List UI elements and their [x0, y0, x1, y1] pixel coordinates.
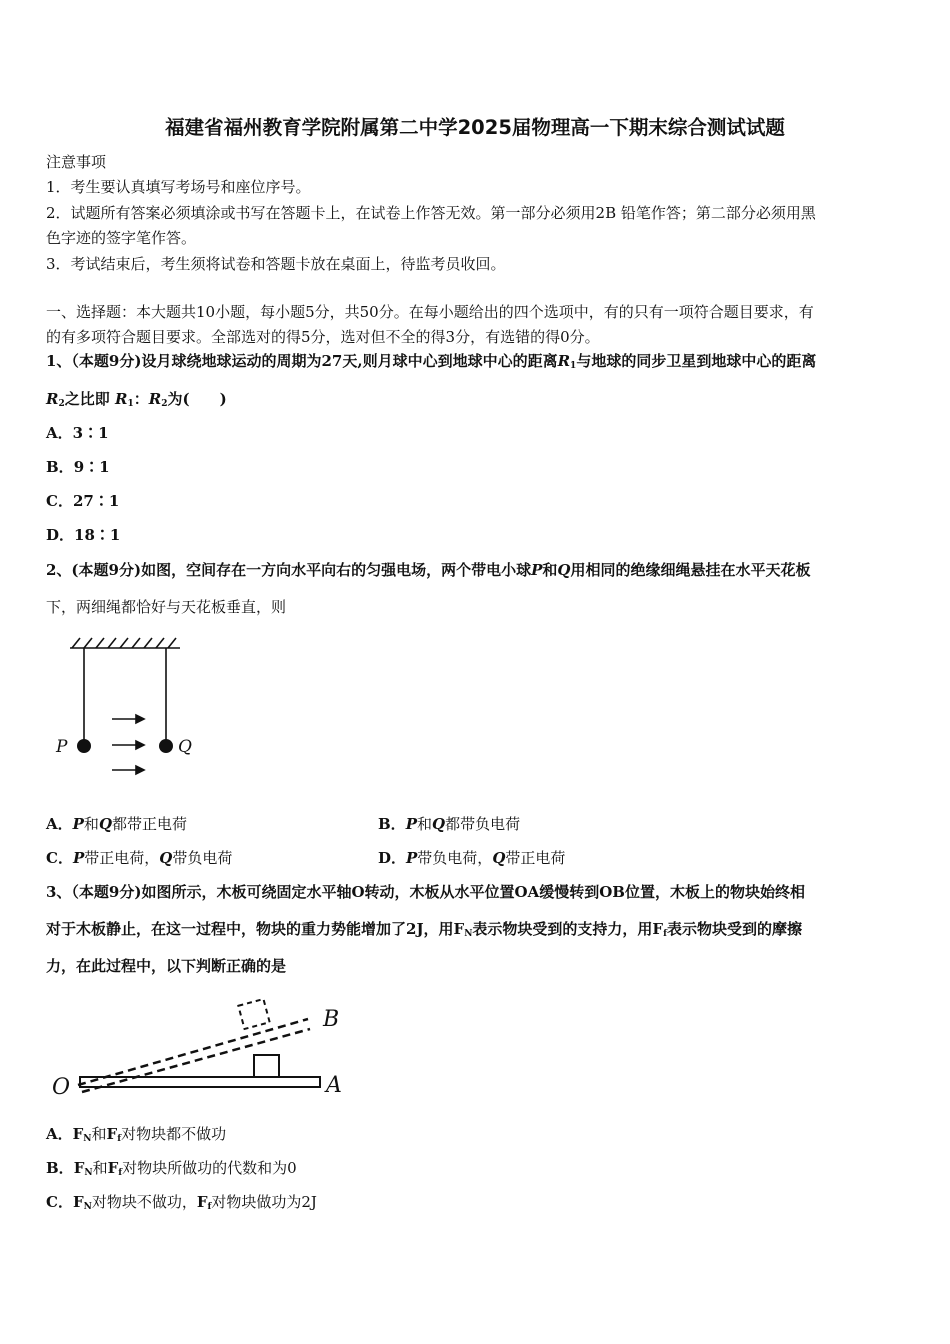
q2-stem-cont: 下，两细绳都恰好与天花板垂直，则	[46, 598, 287, 616]
section-intro: 的有多项符合题目要求。全部选对的得5分，选对但不全的得3分，有选错的得0分。	[46, 328, 600, 346]
q2-option-c[interactable]: C．P带正电荷，Q带负电荷	[46, 849, 233, 867]
block-on-oa	[254, 1055, 279, 1077]
q1-stem-cont: $R_2$之比即 $R_1$：$R_2$为( )	[46, 390, 227, 409]
q1-option-a[interactable]: A．3∶1	[46, 424, 109, 442]
q3-stem: 3、（本题9分)如图所示，木板可绕固定水平轴O转动，木板从水平位置OA缓慢转到OB位置，木板上的物块始终相	[46, 883, 805, 901]
board-oa	[80, 1077, 320, 1087]
q1-stem: 1、（本题9分)设月球绕地球运动的周期为27天,则月球中心到地球中心的距离$R_1$与地球的同步卫星到地球中心的距离	[46, 352, 817, 371]
notice-item: 3．考试结束后，考生须将试卷和答题卡放在桌面上，待监考员收回。	[46, 255, 506, 273]
q2-option-b[interactable]: B．P和Q都带负电荷	[378, 815, 521, 833]
q1-option-b[interactable]: B．9∶1	[46, 458, 110, 476]
label-b: B	[323, 1007, 340, 1032]
label-a: A	[326, 1073, 342, 1098]
q2-figure	[50, 632, 210, 782]
q3-option-a[interactable]: A．$F_N$和$F_f$对物块都不做功	[46, 1125, 227, 1144]
field-arrows	[112, 715, 144, 774]
q2-option-d[interactable]: D．P带负电荷，Q带正电荷	[378, 849, 566, 867]
label-q: Q	[178, 737, 192, 757]
block-on-ob	[238, 999, 269, 1029]
label-o: O	[52, 1075, 71, 1100]
notice-item: 1．考生要认真填写考场号和座位序号。	[46, 178, 311, 196]
q3-figure	[50, 996, 360, 1106]
q2-stem: 2、(本题9分)如图，空间存在一方向水平向右的匀强电场，两个带电小球P和Q用相同的绝缘细绳悬挂在水平天花板	[46, 561, 811, 579]
label-p: P	[56, 737, 68, 757]
q1-option-c[interactable]: C．27∶1	[46, 492, 120, 510]
ball-q	[159, 739, 173, 753]
q3-option-c[interactable]: C．$F_N$对物块不做功，$F_f$对物块做功为2J	[46, 1193, 317, 1212]
q1-option-d[interactable]: D．18∶1	[46, 526, 121, 544]
ceiling-hatch	[70, 638, 180, 648]
section-intro: 一、选择题：本大题共10小题，每小题5分，共50分。在每小题给出的四个选项中，有的只有一项符合题目要求，有	[46, 303, 814, 321]
q3-stem-cont: 力，在此过程中，以下判断正确的是	[46, 957, 287, 975]
ball-p	[77, 739, 91, 753]
notice-item: 色字迹的签字笔作答。	[46, 229, 197, 247]
q3-stem-cont: 对于木板静止，在这一过程中，物块的重力势能增加了2J，用$F_N$表示物块受到的支持力，用$F_f$表示物块受到的摩擦	[46, 920, 802, 939]
page-title: 福建省福州教育学院附属第二中学2025届物理高一下期末综合测试试题	[165, 116, 785, 139]
q3-option-b[interactable]: B．$F_N$和$F_f$对物块所做功的代数和为0	[46, 1159, 297, 1178]
q2-option-a[interactable]: A．P和Q都带正电荷	[46, 815, 188, 833]
notice-heading: 注意事项	[46, 153, 107, 171]
notice-item: 2．试题所有答案必须填涂或书写在答题卡上，在试卷上作答无效。第一部分必须用2B 铅笔作答；第二部分必须用黑	[46, 204, 816, 222]
